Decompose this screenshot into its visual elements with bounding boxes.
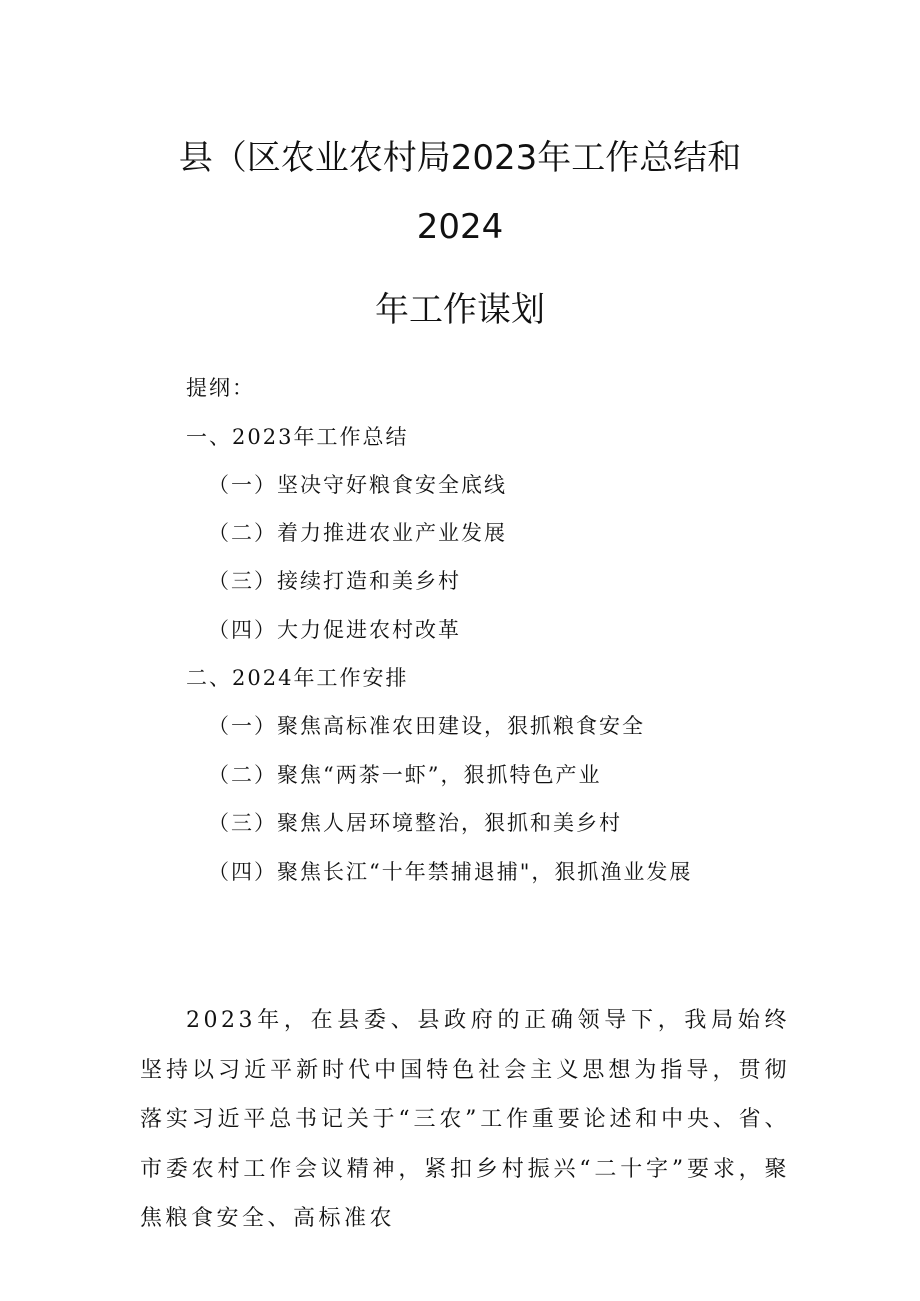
outline-item: （三）接续打造和美乡村 <box>208 569 461 593</box>
outline-item: （一）坚决守好粮食安全底线 <box>208 473 507 497</box>
document-title-line-3: 年工作谋划 <box>375 290 545 330</box>
document-title-line-2: 2024 <box>416 207 504 247</box>
body-paragraph: 2023年，在县委、县政府的正确领导下，我局始终坚持以习近平新时代中国特色社会主义思想为指导，贯彻落实习近平总书记关于“三农”工作重要论述和中央、省、市委农村工作会议精神，紧扣乡村振兴“二十字”要求，聚焦粮食安全、高标准农 <box>140 1008 790 1231</box>
outline-heading: 提纲： <box>186 376 255 400</box>
outline-section-2: 二、2024年工作安排 <box>186 666 409 690</box>
outline-item: （四）大力促进农村改革 <box>208 618 461 642</box>
document-title-line-1: 县（区农业农村局2023年工作总结和 <box>178 138 742 178</box>
outline-item: （一）聚焦高标准农田建设，狠抓粮食安全 <box>208 714 645 738</box>
outline-item: （四）聚焦长江“十年禁捕退捕"，狠抓渔业发展 <box>208 860 693 884</box>
outline-item: （二）着力推进农业产业发展 <box>208 521 507 545</box>
outline-section-1: 一、2023年工作总结 <box>186 425 409 449</box>
outline-item: （二）聚焦“两茶一虾”，狠抓特色产业 <box>208 763 602 787</box>
outline-item: （三）聚焦人居环境整治，狠抓和美乡村 <box>208 811 622 835</box>
